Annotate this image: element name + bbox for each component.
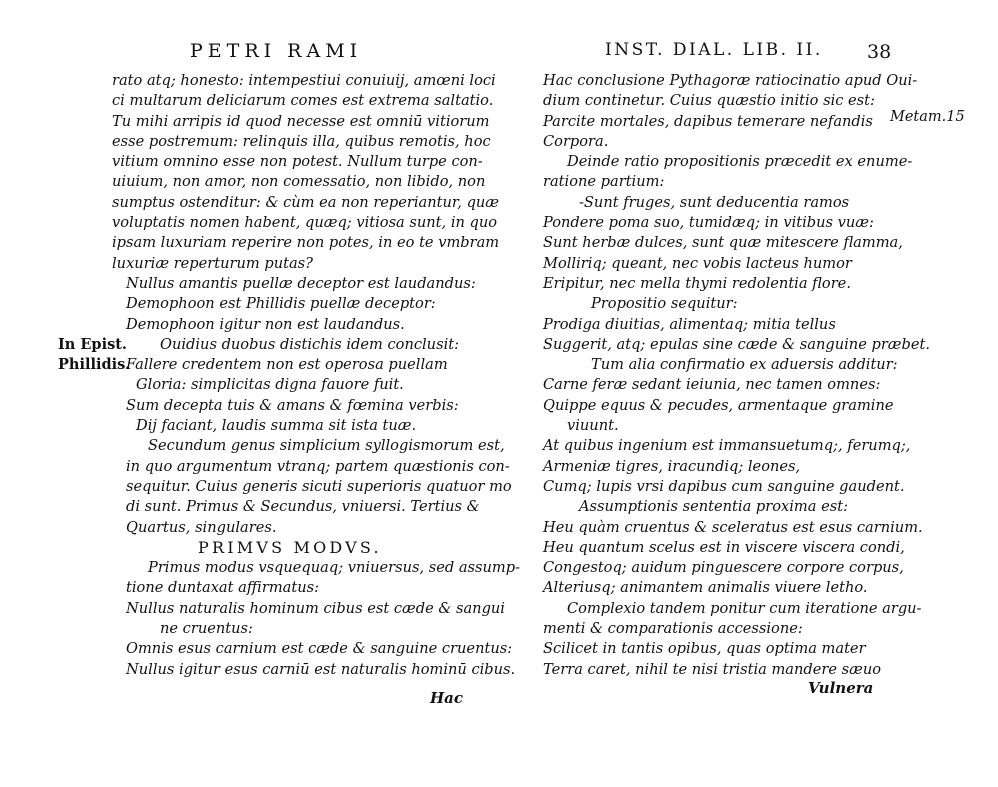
text-line: sequitur. Cuius generis sicuti superioris quatuor mo bbox=[126, 477, 512, 495]
text-line: Secundum genus simplicium syllogismorum est, bbox=[148, 437, 505, 455]
text-line: Primus modus vsquequaq; vniuersus, sed assump- bbox=[148, 559, 521, 577]
text-line: Armeniæ tigres, iracundiq; leones, bbox=[543, 457, 801, 475]
text-line: Assumptionis sententia proxima est: bbox=[579, 498, 848, 516]
text-line: Tu mihi arripis id quod necesse est omniū vitiorum bbox=[112, 112, 490, 130]
text-line: di sunt. Primus & Secundus, vniuersi. Tertius & bbox=[126, 498, 480, 516]
catchword: Vulnera bbox=[808, 679, 874, 697]
text-line: viuunt. bbox=[567, 417, 619, 435]
section-heading: PRIMVS MODVS. bbox=[198, 537, 382, 557]
text-line: Deinde ratio propositionis præcedit ex enume- bbox=[567, 153, 913, 171]
text-line: ipsam luxuriam reperire non potes, in eo te vmbram bbox=[112, 234, 500, 252]
text-block bbox=[112, 71, 520, 680]
text-line: Omnis esus carnium est cæde & sanguine cruentus: bbox=[126, 640, 513, 658]
text-line: tione duntaxat affirmatus: bbox=[126, 579, 320, 597]
text-line: esse postremum: relinquis illa, quibus remotis, hoc bbox=[112, 132, 491, 150]
text-line: Suggerit, atq; epulas sine cæde & sanguine præbet. bbox=[543, 335, 930, 353]
text-line: Demophoon est Phillidis puellæ deceptor: bbox=[126, 295, 436, 313]
running-head: PETRI RAMI bbox=[190, 40, 363, 62]
text-line: Congestoq; auidum pinguescere corpore corpus, bbox=[543, 559, 904, 577]
margin-note: In Epist. bbox=[58, 336, 127, 353]
text-line: Alteriusq; animantem animalis viuere letho. bbox=[543, 579, 868, 597]
text-line: Tum alia confirmatio ex aduersis additur: bbox=[591, 356, 898, 374]
text-line: sumptus ostenditur: & cùm ea non reperiantur, quæ bbox=[112, 193, 500, 211]
text-line: Heu quantum scelus est in viscere viscera condi, bbox=[543, 538, 905, 556]
text-line: Sunt herbæ dulces, sunt quæ mitescere flamma, bbox=[543, 234, 903, 252]
text-line: ratione partium: bbox=[543, 173, 665, 191]
text-line: Eripitur, nec mella thymi redolentia flore. bbox=[543, 274, 851, 292]
text-block bbox=[543, 71, 930, 680]
text-line: -Sunt fruges, sunt deducentia ramos bbox=[579, 193, 850, 211]
text-line: Quartus, singulares. bbox=[126, 518, 277, 536]
text-line: Nullus naturalis hominum cibus est cæde & sangui bbox=[126, 599, 505, 617]
margin-note: Phillidis. bbox=[58, 356, 131, 373]
running-head: INST. DIAL. LIB. II. bbox=[605, 40, 823, 60]
text-line: rato atq; honesto: intempestiui conuiuij, amœni loci bbox=[112, 72, 496, 89]
catchword: Hac bbox=[430, 689, 464, 707]
text-line: Parcite mortales, dapibus temerare nefandis bbox=[543, 112, 873, 130]
text-line: Prodiga diuitias, alimentaq; mitia tellus bbox=[543, 315, 836, 333]
text-line: Sum decepta tuis & amans & fœmina verbis: bbox=[126, 396, 459, 414]
text-line: Molliriq; queant, nec vobis lacteus humor bbox=[543, 254, 852, 272]
text-line: Carne feræ sedant ieiunia, nec tamen omnes: bbox=[543, 376, 881, 394]
text-line: Ouidius duobus distichis idem conclusit: bbox=[160, 335, 460, 353]
text-line: At quibus ingenium est immansuetumq;, ferumq;, bbox=[543, 437, 911, 455]
text-line: luxuriæ reperturum putas? bbox=[112, 254, 313, 272]
text-line: Cumq; lupis vrsi dapibus cum sanguine gaudent. bbox=[543, 477, 905, 495]
text-line: voluptatis nomen habent, quæq; vitiosa sunt, in quo bbox=[112, 214, 498, 232]
text-line: Demophoon igitur non est laudandus. bbox=[126, 315, 405, 333]
text-line: Propositio sequitur: bbox=[591, 295, 738, 313]
text-line: menti & comparationis accessione: bbox=[543, 620, 803, 638]
text-line: Corpora. bbox=[543, 132, 609, 150]
text-line: Quippe equus & pecudes, armentaque gramine bbox=[543, 396, 894, 414]
text-line: Complexio tandem ponitur cum iteratione argu- bbox=[567, 599, 922, 617]
text-line: Terra caret, nihil te nisi tristia mandere sæuo bbox=[543, 660, 882, 678]
text-line: Fallere credentem non est operosa puellam bbox=[126, 356, 448, 374]
text-line: ne cruentus: bbox=[160, 620, 253, 638]
folio-number: 38 bbox=[867, 41, 892, 63]
right-page bbox=[499, 0, 998, 787]
text-line: ci multarum deliciarum comes est extrema saltatio. bbox=[112, 92, 494, 110]
text-line: Pondere poma suo, tumidæq; in vitibus vuæ: bbox=[543, 214, 874, 232]
text-line: in quo argumentum vtranq; partem quæstionis con- bbox=[126, 457, 510, 475]
text-line: Hac conclusione Pythagoræ ratiocinatio apud Oui- bbox=[543, 72, 918, 89]
text-line: Nullus amantis puellæ deceptor est laudandus: bbox=[126, 274, 476, 292]
margin-note: Metam.15 bbox=[890, 109, 965, 125]
text-line: Nullus igitur esus carniū est naturalis hominū cibus. bbox=[126, 660, 516, 678]
text-line: Dij faciant, laudis summa sit ista tuæ. bbox=[136, 417, 417, 435]
text-line: Scilicet in tantis opibus, quas optima mater bbox=[543, 640, 866, 658]
text-line: vitium omnino esse non potest. Nullum turpe con- bbox=[112, 153, 483, 171]
text-line: Heu quàm cruentus & sceleratus est esus carnium. bbox=[543, 518, 923, 536]
text-line: uiuium, non amor, non comessatio, non libido, non bbox=[112, 173, 486, 191]
text-line: Gloria: simplicitas digna fauore fuit. bbox=[136, 376, 404, 394]
text-line: dium continetur. Cuius quæstio initio sic est: bbox=[543, 92, 875, 110]
